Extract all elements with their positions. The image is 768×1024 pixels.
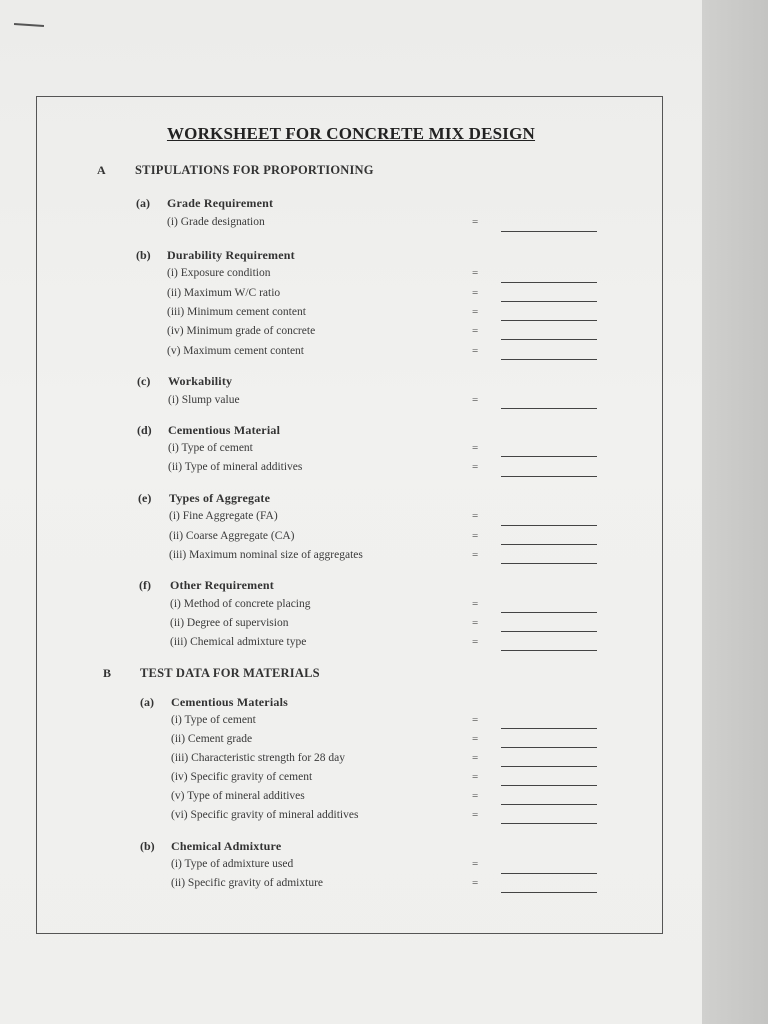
field-label: (i) Type of cement — [171, 714, 256, 726]
equals-sign: = — [472, 636, 479, 648]
equals-sign: = — [472, 549, 479, 561]
answer-blank[interactable] — [501, 301, 597, 302]
answer-blank[interactable] — [501, 339, 597, 340]
equals-sign: = — [472, 530, 479, 542]
field-label: (ii) Degree of supervision — [170, 617, 289, 629]
subsection-letter: (a) — [140, 695, 154, 709]
field-label: (ii) Specific gravity of admixture — [171, 877, 324, 889]
equals-sign: = — [472, 287, 479, 299]
equals-sign: = — [472, 790, 479, 802]
answer-blank[interactable] — [501, 766, 597, 767]
answer-blank[interactable] — [501, 456, 597, 457]
field-label: (v) Maximum cement content — [167, 345, 305, 357]
field-label: (ii) Coarse Aggregate (CA) — [169, 530, 295, 542]
answer-blank[interactable] — [501, 785, 597, 786]
equals-sign: = — [472, 809, 479, 821]
field-label: (ii) Maximum W/C ratio — [167, 287, 281, 299]
answer-blank[interactable] — [501, 408, 597, 409]
subsection-letter: (b) — [140, 839, 155, 853]
field-label: (iv) Specific gravity of cement — [171, 771, 313, 783]
subsection-heading: Grade Requirement — [167, 196, 274, 210]
equals-sign: = — [472, 267, 479, 279]
field-label: (i) Exposure condition — [167, 267, 271, 279]
equals-sign: = — [472, 877, 479, 889]
field-label: (iv) Minimum grade of concrete — [167, 325, 316, 337]
equals-sign: = — [472, 306, 479, 318]
answer-blank[interactable] — [501, 631, 597, 632]
answer-blank[interactable] — [501, 525, 597, 526]
equals-sign: = — [472, 771, 479, 783]
answer-blank[interactable] — [501, 231, 597, 232]
worksheet-title: WORKSHEET FOR CONCRETE MIX DESIGN — [166, 124, 536, 143]
answer-blank[interactable] — [501, 873, 597, 874]
equals-sign: = — [472, 394, 479, 406]
subsection-heading: Other Requirement — [170, 578, 274, 592]
section-b-letter: B — [103, 666, 112, 680]
subsection-heading: Cementious Material — [168, 423, 281, 437]
answer-blank[interactable] — [501, 563, 597, 564]
equals-sign: = — [472, 510, 479, 522]
field-label: (v) Type of mineral additives — [171, 790, 305, 802]
equals-sign: = — [472, 617, 479, 629]
equals-sign: = — [472, 216, 479, 228]
equals-sign: = — [472, 345, 479, 357]
field-label: (iii) Minimum cement content — [167, 306, 306, 318]
subsection-heading: Workability — [168, 374, 233, 388]
answer-blank[interactable] — [501, 823, 597, 824]
section-a-title: STIPULATIONS FOR PROPORTIONING — [135, 163, 374, 177]
equals-sign: = — [472, 325, 479, 337]
subsection-letter: (a) — [136, 196, 150, 210]
field-label: (i) Method of concrete placing — [170, 598, 311, 610]
equals-sign: = — [472, 752, 479, 764]
subsection-letter: (c) — [137, 374, 151, 388]
section-a-letter: A — [97, 163, 106, 177]
section-b-title: TEST DATA FOR MATERIALS — [140, 666, 320, 680]
subsection-letter: (b) — [136, 248, 151, 262]
field-label: (i) Fine Aggregate (FA) — [169, 510, 278, 522]
field-label: (vi) Specific gravity of mineral additives — [171, 809, 359, 821]
field-label: (iii) Chemical admixture type — [170, 636, 307, 648]
answer-blank[interactable] — [501, 320, 597, 321]
subsection-letter: (f) — [139, 578, 151, 592]
equals-sign: = — [472, 858, 479, 870]
answer-blank[interactable] — [501, 650, 597, 651]
answer-blank[interactable] — [501, 282, 597, 283]
equals-sign: = — [472, 442, 479, 454]
subsection-heading: Durability Requirement — [167, 248, 295, 262]
background-edge — [702, 0, 768, 1024]
answer-blank[interactable] — [501, 747, 597, 748]
answer-blank[interactable] — [501, 476, 597, 477]
subsection-heading: Cementious Materials — [171, 695, 288, 709]
equals-sign: = — [472, 598, 479, 610]
equals-sign: = — [472, 714, 479, 726]
answer-blank[interactable] — [501, 804, 597, 805]
field-label: (iii) Maximum nominal size of aggregates — [169, 549, 363, 561]
equals-sign: = — [472, 461, 479, 473]
field-label: (i) Grade designation — [167, 216, 265, 228]
equals-sign: = — [472, 733, 479, 745]
answer-blank[interactable] — [501, 544, 597, 545]
field-label: (i) Type of admixture used — [171, 858, 294, 870]
answer-blank[interactable] — [501, 612, 597, 613]
subsection-heading: Types of Aggregate — [169, 491, 271, 505]
field-label: (ii) Type of mineral additives — [168, 461, 303, 473]
field-label: (i) Slump value — [168, 394, 240, 406]
answer-blank[interactable] — [501, 359, 597, 360]
field-label: (ii) Cement grade — [171, 733, 253, 745]
field-label: (i) Type of cement — [168, 442, 253, 454]
field-label: (iii) Characteristic strength for 28 day — [171, 752, 346, 764]
subsection-letter: (e) — [138, 491, 152, 505]
answer-blank[interactable] — [501, 892, 597, 893]
subsection-heading: Chemical Admixture — [171, 839, 282, 853]
subsection-letter: (d) — [137, 423, 152, 437]
answer-blank[interactable] — [501, 728, 597, 729]
